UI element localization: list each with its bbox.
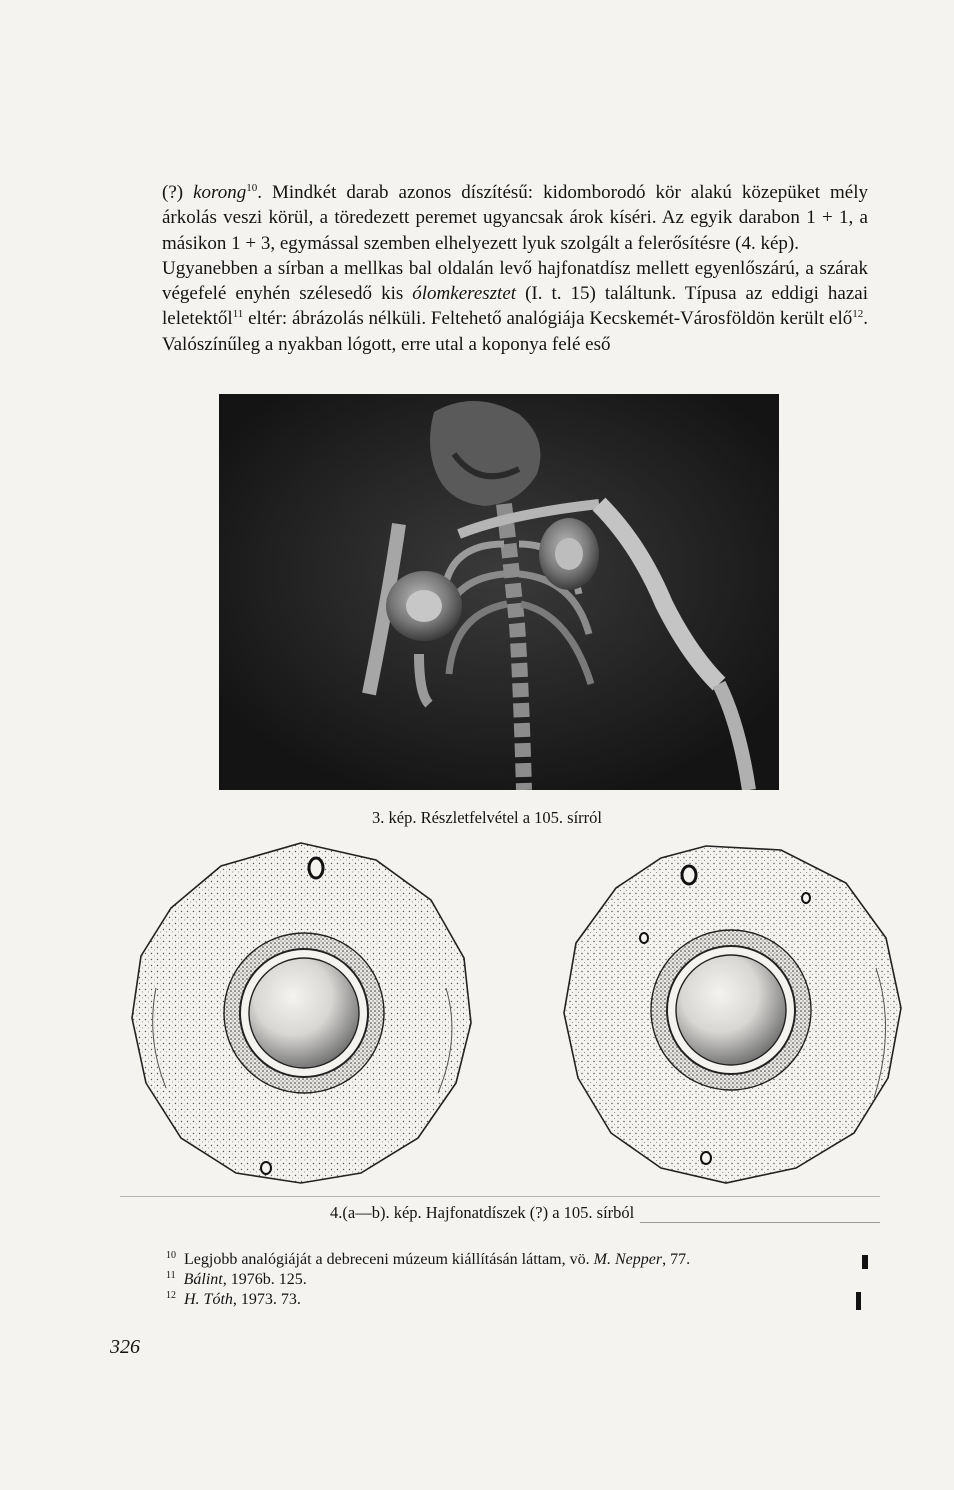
burial-photograph <box>219 394 779 790</box>
hair-ornament-drawing-a <box>126 838 476 1188</box>
paragraph-1: (?) korong$^{10}$. Mindkét darab azonos díszítésű: kidomborodó kör alakú közepüket mély árkolás veszi körül, a töredezett peremet ugyancsak árok kíséri. Az egyik darabon 1 + 1, a másikon 1 + 3, egymással szemben elhelyezett lyuk szolgált a felerősítésre (4. kép). <box>162 182 868 254</box>
footnote-ref-11[interactable]: 11 <box>232 308 244 321</box>
paragraph-2: Ugyanebben a sírban a mellkas bal oldalán levő hajfonatdísz mellett egyenlőszárú, a szárak végefelé enyhén szélesedő kis ólomkeresztet (I. t. 15) találtunk. Típusa az eddigi hazai leletektől$^{11}$ eltér: ábrázolás nélküli. Feltehető analógiája Kecskemét-Városföldön került elő$^{12}$. Valószínűleg a nyakban lógott, erre utal a koponya felé eső <box>162 257 868 355</box>
skeleton-photo-image <box>219 394 779 790</box>
footnote-12: $^{12}$ H. Tóth, 1973. 73. <box>166 1290 301 1308</box>
footnote-10: $^{10}$ Legjobb analógiáját a debreceni múzeum kiállításán láttam, vö. M. Nepper, 77. <box>166 1250 691 1268</box>
footnotes <box>166 1250 786 1310</box>
scan-margin-mark <box>856 1292 861 1310</box>
scan-artifact-line-2 <box>640 1222 880 1223</box>
footnote-ref-12[interactable]: 12 <box>852 308 864 321</box>
scan-artifact-line <box>120 1196 880 1197</box>
scan-margin-mark-2 <box>862 1255 868 1269</box>
figure-3-caption: 3. kép. Részletfelvétel a 105. sírról <box>372 808 603 827</box>
footnote-ref-10[interactable]: 10 <box>246 182 258 194</box>
italic-term-olomkereszt: ólomkeresztet <box>412 283 517 305</box>
figure-4-caption: 4.(a—b). kép. Hajfonatdíszek (?) a 105. sírból <box>330 1203 635 1222</box>
italic-term-korong: korong <box>193 182 247 203</box>
body-text <box>162 180 868 357</box>
hair-ornament-drawing-b <box>556 838 906 1188</box>
stippled-disc-a <box>126 838 476 1188</box>
page-number: 326 <box>110 1336 140 1358</box>
footnote-11: $^{11}$ Bálint, 1976b. 125. <box>166 1270 307 1288</box>
stippled-disc-b <box>556 838 906 1188</box>
